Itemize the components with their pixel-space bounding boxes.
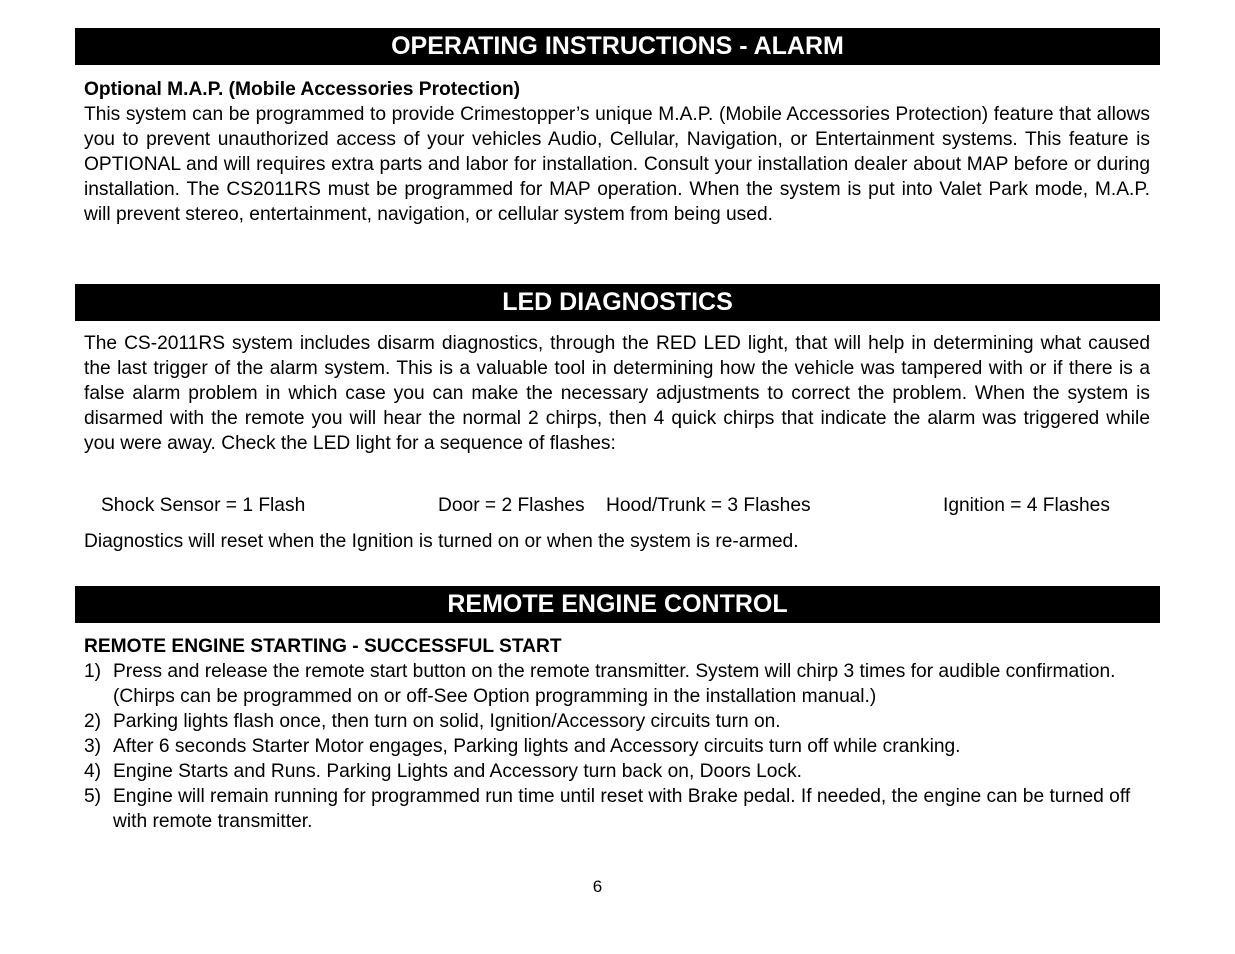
step-number: 2): [84, 711, 102, 732]
flash-code-ignition: Ignition = 4 Flashes: [943, 495, 1110, 516]
remote-start-section-body: [84, 634, 1150, 834]
remote-start-step-3: [84, 734, 1150, 759]
map-subheading: Optional M.A.P. (Mobile Accessories Protection): [84, 79, 521, 100]
step-text: Parking lights flash once, then turn on solid, Ignition/Accessory circuits turn on.: [113, 711, 781, 732]
step-text: Engine will remain running for programmed run time until reset with Brake pedal. If needed, the engine can be turned off with remote transmitter.: [113, 786, 1131, 832]
section-header-led-diagnostics: LED DIAGNOSTICS: [75, 284, 1160, 321]
flash-code-shock-sensor: Shock Sensor = 1 Flash: [101, 495, 306, 516]
section-header-alarm: OPERATING INSTRUCTIONS - ALARM: [75, 28, 1160, 65]
step-text: Engine Starts and Runs. Parking Lights and Accessory turn back on, Doors Lock.: [113, 761, 802, 782]
step-number: 3): [84, 736, 102, 757]
step-number: 5): [84, 786, 102, 807]
step-text: Press and release the remote start button on the remote transmitter. System will chirp 3 times for audible confirmation. (Chirps can be programmed on or off-See Option programming in the installation manual.): [113, 661, 1116, 707]
flash-code-hood-trunk: Hood/Trunk = 3 Flashes: [606, 495, 811, 516]
step-text: After 6 seconds Starter Motor engages, Parking lights and Accessory circuits turn off while cranking.: [113, 736, 961, 757]
led-diagnostics-paragraph-block: [84, 331, 1150, 456]
alarm-section-body: [84, 77, 1150, 227]
step-number: 4): [84, 761, 102, 782]
page-number: 6: [592, 877, 603, 896]
section-header-remote-engine-control: REMOTE ENGINE CONTROL: [75, 586, 1160, 623]
step-number: 1): [84, 661, 102, 682]
diagnostics-reset-note: Diagnostics will reset when the Ignition is turned on or when the system is re-armed.: [84, 531, 799, 552]
remote-start-subheading: REMOTE ENGINE STARTING - SUCCESSFUL START: [84, 636, 562, 657]
led-diagnostics-paragraph: The CS-2011RS system includes disarm diagnostics, through the RED LED light, that will help in determining what caused the last trigger of the alarm system. This is a valuable tool in determining how the vehicle was tampered with or if there is a false alarm problem in which case you can make the necessary adjustments to correct the problem. When the system is disarmed with the remote you will hear the normal 2 chirps, then 4 quick chirps that indicate the alarm was triggered while you were away. Check the LED light for a sequence of flashes:: [84, 333, 1150, 454]
remote-start-step-4: [84, 759, 1150, 784]
remote-start-step-2: [84, 709, 1150, 734]
flash-code-door: Door = 2 Flashes: [438, 495, 585, 516]
remote-start-step-5: [84, 784, 1150, 834]
map-paragraph: This system can be programmed to provide Crimestopper’s unique M.A.P. (Mobile Accessories Protection) feature that allows you to prevent unauthorized access of your vehicles Audio, Cellular, Navigation, or Entertainment systems. This feature is OPTIONAL and will requires extra parts and labor for installation. Consult your installation dealer about MAP before or during installation. The CS2011RS must be programmed for MAP operation. When the system is put into Valet Park mode, M.A.P. will prevent stereo, entertainment, navigation, or cellular system from being used.: [84, 104, 1150, 225]
remote-start-step-1: [84, 659, 1150, 709]
remote-start-steps: [84, 659, 1150, 834]
